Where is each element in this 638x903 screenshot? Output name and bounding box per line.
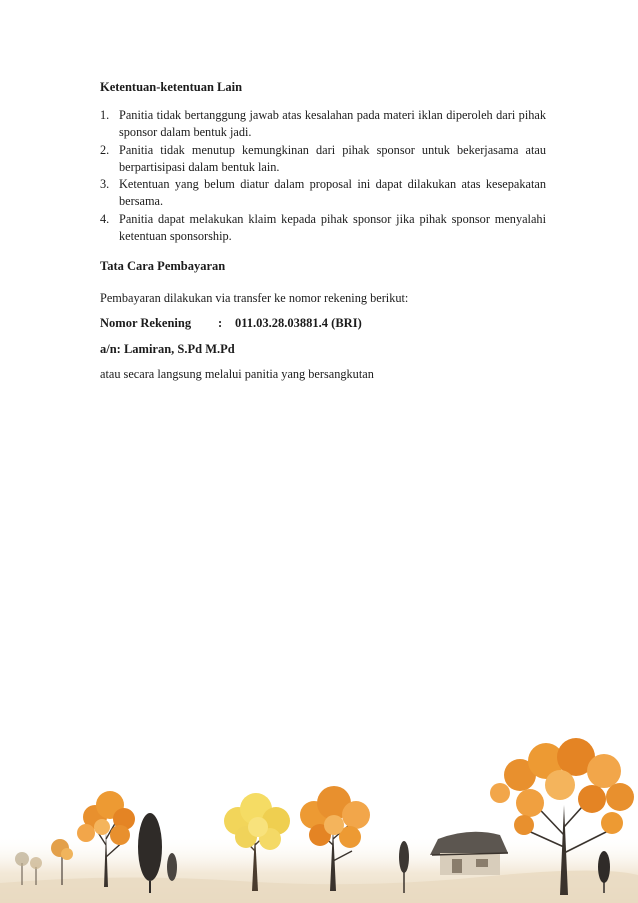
list-item-text: Panitia tidak menutup kemungkinan dari pihak sponsor untuk bekerjasama atau berpartisipasi dalam bentuk lain.	[119, 142, 546, 174]
house	[430, 832, 508, 875]
list-item-text: Panitia dapat melakukan klaim kepada pihak sponsor jika pihak sponsor menyalahi ketentuan sponsorship.	[119, 211, 546, 244]
list-item	[100, 176, 546, 211]
section-heading-payment: Tata Cara Pembayaran	[100, 259, 226, 273]
section-heading-other-terms: Ketentuan-ketentuan Lain	[100, 80, 243, 94]
list-item-number: 4.	[100, 211, 110, 226]
list-item-number: 2.	[100, 142, 110, 157]
account-number-colon: :	[218, 316, 223, 330]
list-item-text: Panitia tidak bertanggung jawab atas kesalahan pada materi iklan diperoleh dari pihak sponsor dalam bentuk jadi.	[119, 108, 546, 140]
autumn-landscape-illustration	[0, 735, 638, 903]
terms-list	[100, 107, 546, 245]
list-item	[100, 211, 546, 246]
payment-intro: Pembayaran dilakukan via transfer ke nomor rekening berikut:	[100, 291, 409, 305]
list-item	[100, 142, 546, 177]
list-item-number: 1.	[100, 108, 110, 122]
list-item-number: 3.	[100, 177, 110, 192]
list-item	[100, 107, 546, 142]
list-item-text: Ketentuan yang belum diatur dalam proposal ini dapat dilakukan atas kesepakatan bersama.	[119, 177, 546, 209]
account-number-row	[100, 316, 546, 334]
payment-alternative: atau secara langsung melalui panitia yang bersangkutan	[100, 367, 374, 381]
account-holder-name: a/n: Lamiran, S.Pd M.Pd	[100, 342, 235, 356]
account-number-label: Nomor Rekening	[100, 316, 192, 330]
account-number-value: 011.03.28.03881.4 (BRI)	[235, 316, 362, 330]
